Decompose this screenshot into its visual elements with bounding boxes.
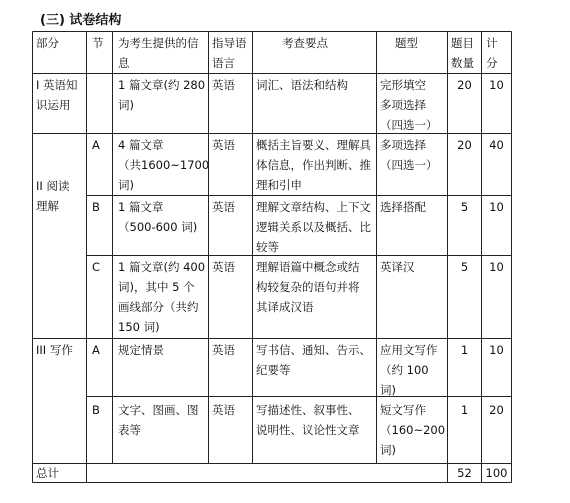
header-count: 题目 数量 [451,36,474,70]
row-part3a-info: 规定情景 [118,343,164,357]
row-part2b-instr: 英语 [212,200,235,214]
row-part1-info: 1 篇文章(约 280 词) [118,78,206,112]
row-part2c-section: C [92,260,101,274]
row-part3b-info: 文字、图画、图 表等 [118,403,199,437]
row-part3a-type: 应用文写作 （约 100 词) [380,343,438,397]
row-part1-part: I 英语知 识运用 [36,78,78,112]
row-part2a-info: 4 篇文章 （共1600~1700 词) [118,138,210,192]
row-part1-instr: 英语 [212,78,235,92]
row-part3a-count: 1 [460,343,469,357]
row-part1-type: 完形填空 多项选择 （四选一） [380,78,438,132]
row-part2c-info: 1 篇文章(约 400 词)，其中 5 个 画线部分（共约 150 词) [118,260,206,334]
header-info: 为考生提供的信 息 [118,36,199,70]
row-part3b-section: B [92,403,100,417]
row-part2b-info: 1 篇文章 （500-600 词) [118,200,198,234]
row-part2c-points: 理解语篇中概念或结 构较复杂的语句并将 其译成汉语 [256,260,360,314]
header-type: 题型 [395,36,418,50]
row-part2c-count: 5 [460,260,469,274]
row-part2a-instr: 英语 [212,138,235,152]
row-part2a-score: 40 [489,138,504,152]
row-part3b-type: 短文写作 （160~200 词) [380,403,446,457]
row-part2a-count: 20 [457,138,472,152]
row-part2b-type: 选择搭配 [380,200,426,214]
header-part: 部分 [36,36,59,50]
row-part3a-section: A [92,343,100,357]
row-part2c-instr: 英语 [212,260,235,274]
header-score: 计 分 [486,36,498,70]
row-part2b-count: 5 [460,200,469,214]
total-count: 52 [457,466,472,480]
row-part3b-instr: 英语 [212,403,235,417]
total-score: 100 [485,466,508,480]
row-part2b-score: 10 [489,200,504,214]
row-part2c-score: 10 [489,260,504,274]
header-section: 节 [92,36,104,50]
row-part3b-count: 1 [460,403,469,417]
row-part3-part: III 写作 [36,343,73,357]
row-part1-score: 10 [489,78,504,92]
header-points: 考查要点 [282,36,328,50]
row-part2-part: II 阅读 理解 [36,179,70,213]
row-part1-points: 词汇、语法和结构 [256,78,348,92]
row-part2c-type: 英译汉 [380,260,415,274]
row-part3a-points: 写书信、通知、告示、 纪要等 [256,343,371,377]
row-part3b-score: 20 [489,403,504,417]
row-part2a-points: 概括主旨要义、理解具 体信息，作出判断、推 理和引申 [256,138,371,192]
row-part2b-points: 理解文章结构、上下文 逻辑关系以及概括、比 较等 [256,200,371,254]
row-part3b-points: 写描述性、叙事性、 说明性、议论性文章 [256,403,360,437]
row-part1-count: 20 [457,78,472,92]
row-part3a-score: 10 [489,343,504,357]
header-instruction-language: 指导语 语言 [212,36,247,70]
row-part2a-type: 多项选择 （四选一） [380,138,438,172]
row-part2a-section: A [92,138,100,152]
section-title: (三) 试卷结构 [40,13,122,28]
row-part3a-instr: 英语 [212,343,235,357]
row-part2b-section: B [92,200,100,214]
total-label: 总计 [36,466,59,480]
